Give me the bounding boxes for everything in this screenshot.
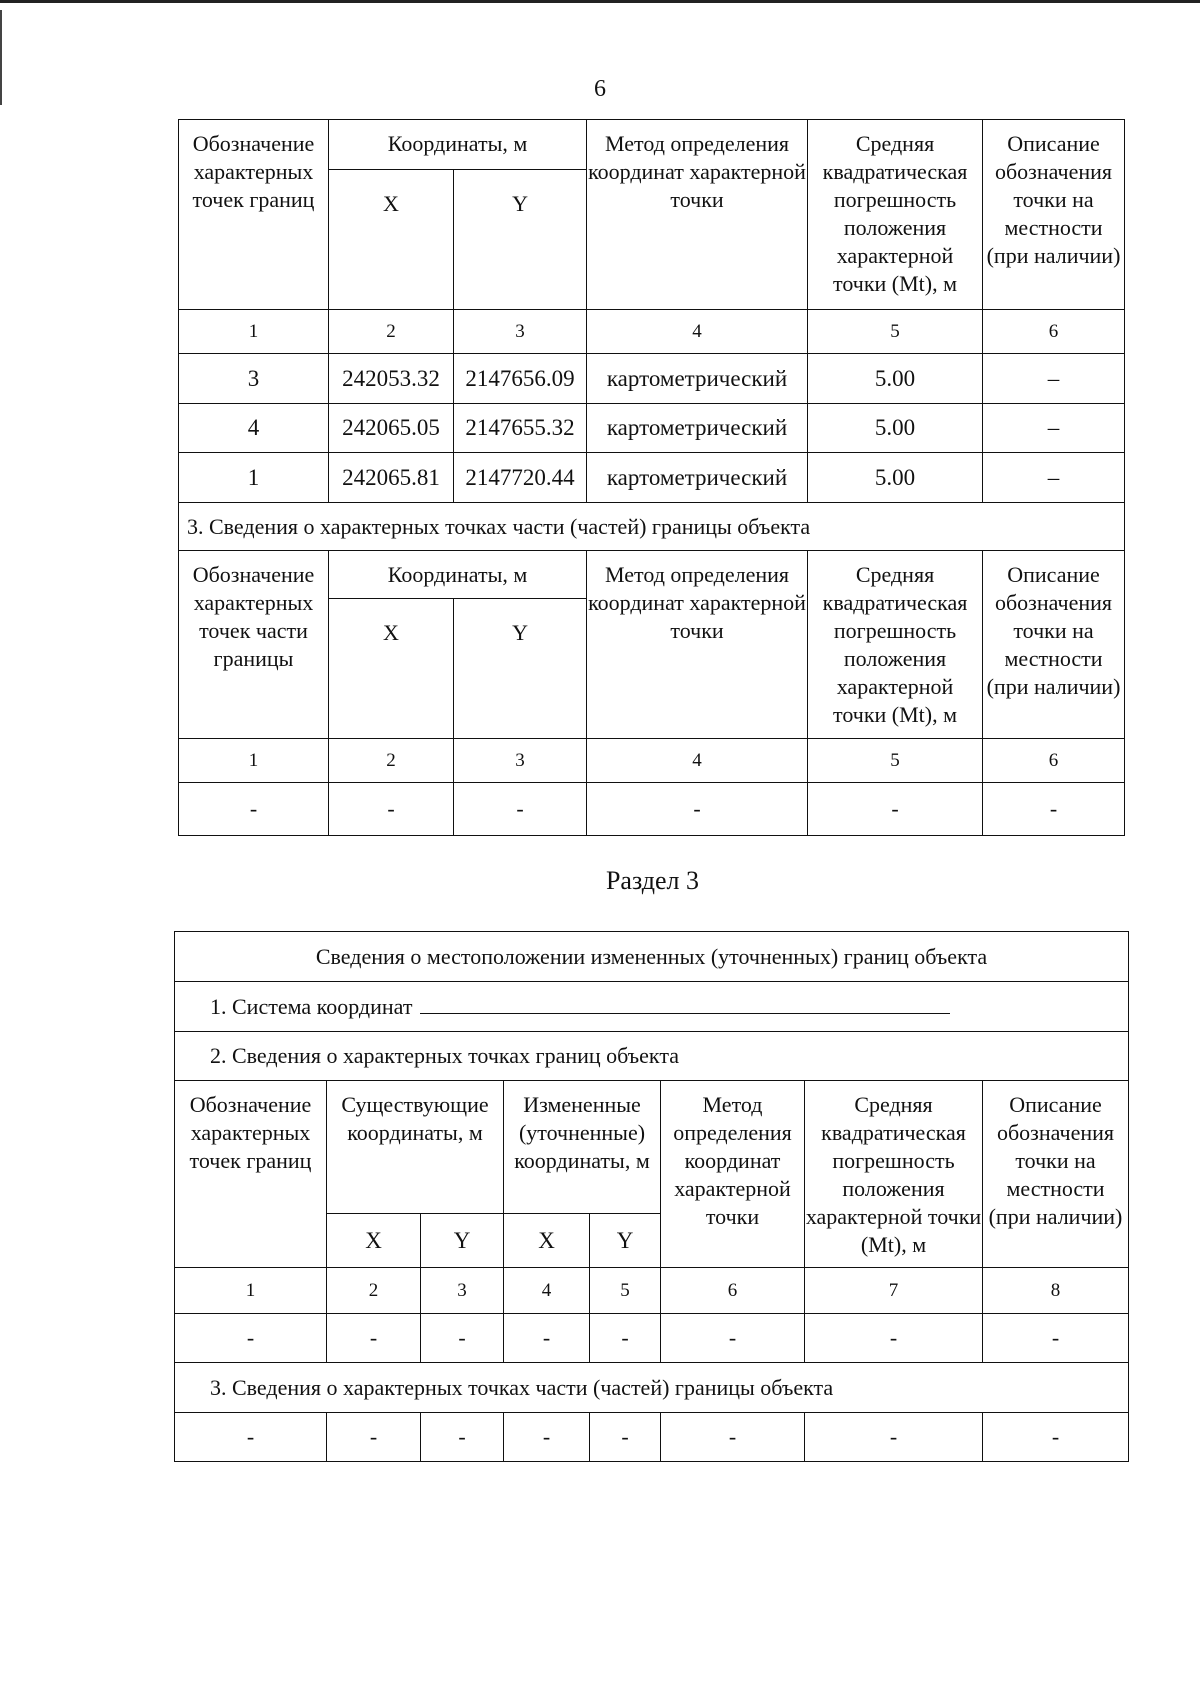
col-number: 1 [175, 1268, 327, 1314]
col-number: 4 [504, 1268, 590, 1314]
header-designation: Обозначение характерных точек границ [179, 120, 329, 310]
col-number: 6 [983, 310, 1125, 354]
col-number: 7 [805, 1268, 983, 1314]
header-method: Метод определения координат характерной точки [661, 1081, 805, 1268]
page-number: 6 [594, 76, 606, 102]
coord-y: 2147655.32 [454, 404, 587, 453]
header-changed-x: X [504, 1214, 590, 1268]
col-number: 3 [454, 310, 587, 354]
header-coordinates: Координаты, м [329, 120, 587, 170]
header-existing-x: X [327, 1214, 421, 1268]
empty-cell: - [504, 1314, 590, 1363]
header-existing-y: Y [421, 1214, 504, 1268]
scan-border-top [0, 0, 1200, 3]
section-title: Раздел 3 [605, 866, 700, 895]
col-number: 1 [179, 310, 329, 354]
empty-cell: - [179, 783, 329, 836]
point-id: 4 [179, 404, 329, 453]
col-number: 2 [329, 739, 454, 783]
empty-cell: - [661, 1413, 805, 1462]
method-value: картометрический [587, 354, 808, 404]
col-number: 3 [454, 739, 587, 783]
header-existing-coordinates: Существующие координаты, м [327, 1081, 504, 1214]
coord-x: 242053.32 [329, 354, 454, 404]
points-title: 2. Сведения о характерных точках границ объекта [175, 1032, 1129, 1081]
col-number: 2 [329, 310, 454, 354]
col-number: 4 [587, 310, 808, 354]
method-value: картометрический [587, 404, 808, 453]
col-number: 5 [808, 310, 983, 354]
empty-cell: - [983, 1413, 1129, 1462]
empty-cell: - [454, 783, 587, 836]
empty-cell: - [175, 1413, 327, 1462]
coord-y: 2147656.09 [454, 354, 587, 404]
table-title: Сведения о местоположении измененных (уточненных) границ объекта [175, 932, 1129, 982]
header-changed-y: Y [590, 1214, 661, 1268]
method-value: картометрический [587, 453, 808, 503]
part-header-x: X [329, 599, 454, 739]
part-section-title: 3. Сведения о характерных точках части (частей) границы объекта [179, 503, 1125, 551]
part-title: 3. Сведения о характерных точках части (частей) границы объекта [175, 1363, 1129, 1413]
part-header-y: Y [454, 599, 587, 739]
empty-cell: - [661, 1314, 805, 1363]
boundary-points-table [178, 119, 1125, 836]
header-y: Y [454, 170, 587, 310]
empty-cell: - [504, 1413, 590, 1462]
changed-boundaries-table [174, 931, 1129, 1462]
col-number: 3 [421, 1268, 504, 1314]
col-number: 5 [590, 1268, 661, 1314]
part-header-designation: Обозначение характерных точек части границы [179, 551, 329, 739]
empty-cell: - [587, 783, 808, 836]
col-number: 6 [661, 1268, 805, 1314]
error-value: 5.00 [808, 453, 983, 503]
header-method: Метод определения координат характерной точки [587, 120, 808, 310]
col-number: 8 [983, 1268, 1129, 1314]
coord-system-row [175, 982, 1129, 1032]
error-value: 5.00 [808, 404, 983, 453]
col-number: 6 [983, 739, 1125, 783]
header-x: X [329, 170, 454, 310]
part-header-description: Описание обозначения точки на местности (при наличии) [983, 551, 1125, 739]
coord-y: 2147720.44 [454, 453, 587, 503]
coord-x: 242065.05 [329, 404, 454, 453]
coord-x: 242065.81 [329, 453, 454, 503]
header-changed-coordinates: Измененные (уточненные) координаты, м [504, 1081, 661, 1214]
empty-cell: - [421, 1314, 504, 1363]
empty-cell: - [983, 1314, 1129, 1363]
description-value: – [983, 453, 1125, 503]
part-header-method: Метод определения координат характерной точки [587, 551, 808, 739]
empty-cell: - [327, 1413, 421, 1462]
empty-cell: - [327, 1314, 421, 1363]
col-number: 4 [587, 739, 808, 783]
header-designation: Обозначение характерных точек границ [175, 1081, 327, 1268]
part-header-coordinates: Координаты, м [329, 551, 587, 599]
empty-cell: - [983, 783, 1125, 836]
empty-cell: - [805, 1413, 983, 1462]
empty-cell: - [590, 1314, 661, 1363]
part-header-error: Средняя квадратическая погрешность положения характерной точки (Mt), м [808, 551, 983, 739]
col-number: 1 [179, 739, 329, 783]
empty-cell: - [590, 1413, 661, 1462]
header-description: Описание обозначения точки на местности (при наличии) [983, 1081, 1129, 1268]
description-value: – [983, 354, 1125, 404]
empty-cell: - [329, 783, 454, 836]
header-error: Средняя квадратическая погрешность положения характерной точки (Mt), м [805, 1081, 983, 1268]
coord-system-blank-line [420, 993, 950, 1014]
empty-cell: - [421, 1413, 504, 1462]
header-error: Средняя квадратическая погрешность положения характерной точки (Mt), м [808, 120, 983, 310]
point-id: 3 [179, 354, 329, 404]
description-value: – [983, 404, 1125, 453]
empty-cell: - [808, 783, 983, 836]
col-number: 2 [327, 1268, 421, 1314]
header-description: Описание обозначения точки на местности (при наличии) [983, 120, 1125, 310]
point-id: 1 [179, 453, 329, 503]
empty-cell: - [175, 1314, 327, 1363]
empty-cell: - [805, 1314, 983, 1363]
coord-system-label: 1. Система координат [210, 993, 413, 1019]
col-number: 5 [808, 739, 983, 783]
error-value: 5.00 [808, 354, 983, 404]
